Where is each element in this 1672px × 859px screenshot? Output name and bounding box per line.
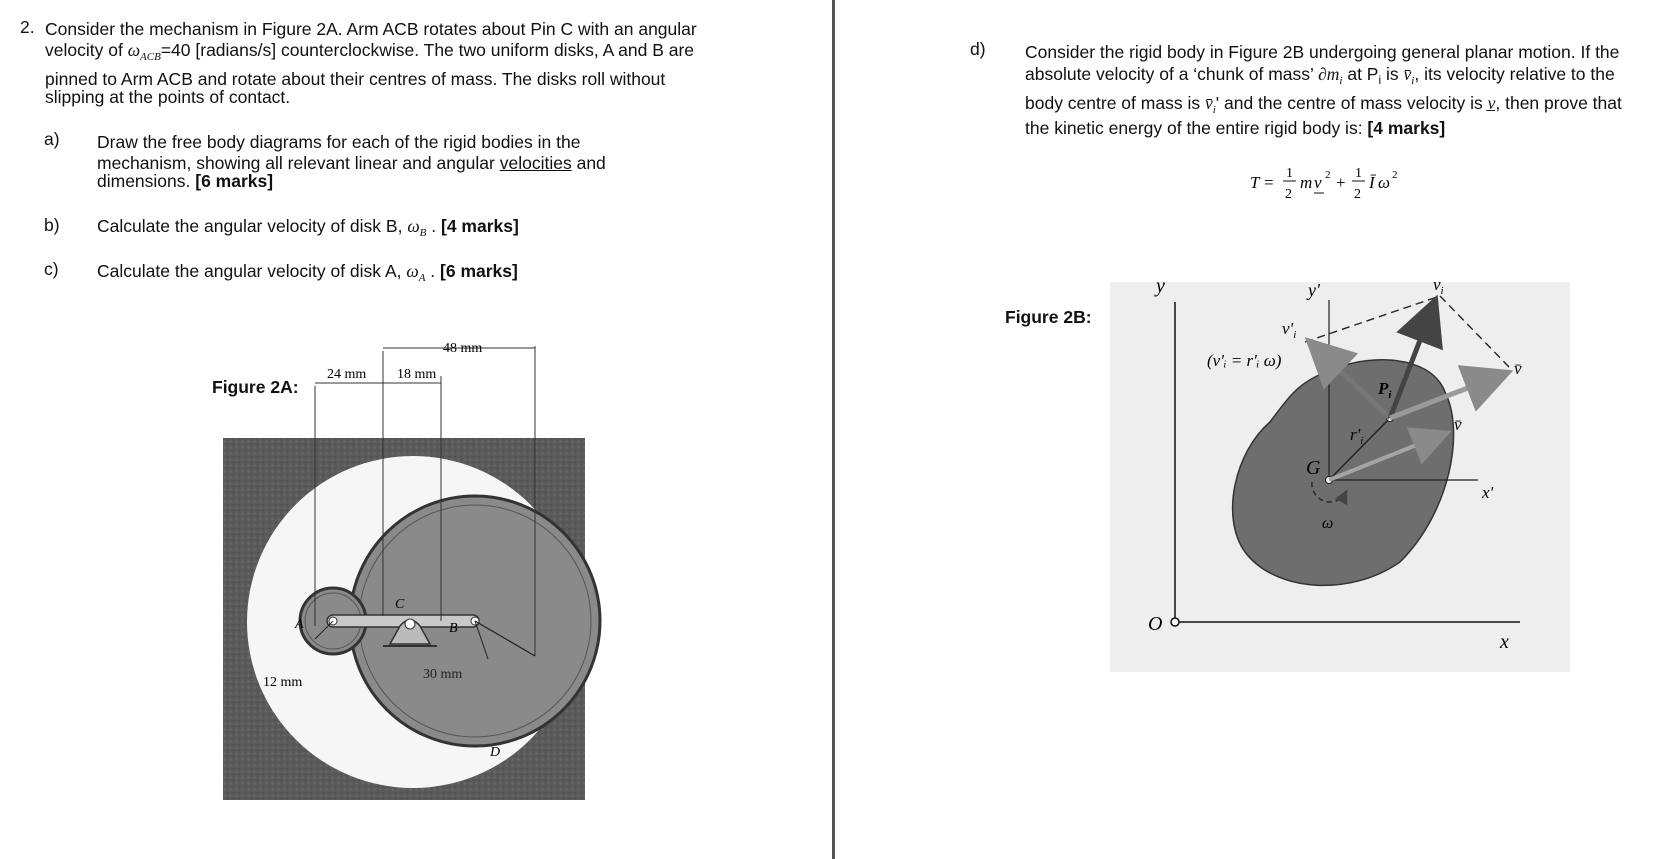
label-v-i: $v_i$ (1433, 275, 1444, 297)
part-d-line-2: absolute velocity of a ‘chunk of mass’ $\partial m_i$ at $P_i$ is $v̄_i$, its velocity relative to the (1025, 64, 1615, 87)
part-b-marks: [4 marks] (441, 216, 519, 236)
svg-text:=: = (1264, 173, 1274, 192)
omega-acb-symbol: ω (127, 40, 141, 60)
question-number: 2. (20, 17, 35, 37)
part-c-marks: [6 marks] (440, 261, 518, 281)
part-a-marks: [6 marks] (195, 171, 274, 191)
label-y-prime: y' (1308, 280, 1320, 300)
svg-text:1: 1 (1355, 166, 1362, 181)
label-x: x (1500, 631, 1509, 653)
label-r-i-prime: $r'_i$ (1350, 425, 1364, 447)
dim-12-label: 12 mm (263, 675, 303, 690)
part-d-marks: [4 marks] (1367, 118, 1446, 138)
svg-text:2: 2 (1392, 169, 1398, 181)
part-a-line-3: dimensions. [6 marks] (97, 171, 274, 191)
kinetic-energy-equation (1248, 158, 1408, 206)
part-a-line-2: mechanism, showing all relevant linear and angular velocities and (97, 153, 606, 173)
part-a-label: a) (44, 129, 60, 149)
label-v-i-prime: $v'_i$ (1282, 319, 1297, 341)
part-d-line-3: body centre of mass is $v̄_i'$ and the centre of mass velocity is v̲, then prove that (1025, 93, 1622, 116)
svg-text:2: 2 (1354, 187, 1361, 202)
label-omega: ω (1322, 515, 1334, 532)
dim-30-label: 30 mm (423, 667, 463, 682)
label-g: G (1306, 457, 1321, 479)
svg-text:v: v (1314, 173, 1322, 192)
intro-line-1: Consider the mechanism in Figure 2A. Arm ACB rotates about Pin C with an angular (45, 19, 697, 39)
label-o: O (1148, 613, 1163, 635)
label-a: A (295, 617, 304, 632)
label-v-bar-1: v̄ (1514, 359, 1522, 378)
figure-2a-mechanism (205, 341, 605, 806)
svg-text:T: T (1250, 173, 1260, 192)
figure-2b-label: Figure 2B: (1005, 307, 1092, 327)
label-d: D (490, 745, 501, 760)
part-a-line-1: Draw the free body diagrams for each of the rigid bodies in the (97, 132, 581, 152)
figure-2a-label: Figure 2A: (212, 377, 299, 397)
figure-2b-rigid-body (1100, 275, 1580, 682)
part-b-label: b) (44, 215, 60, 235)
label-relative-velocity: (v'ᵢ = r'ᵢ ω) (1207, 351, 1282, 370)
svg-text:Ī: Ī (1369, 173, 1375, 192)
part-d-line-1: Consider the rigid body in Figure 2B undergoing general planar motion. If the (1025, 42, 1620, 62)
svg-text:2: 2 (1325, 169, 1331, 181)
dim-18-label: 18 mm (397, 367, 437, 382)
svg-text:1: 1 (1286, 166, 1293, 181)
intro-line-2: velocity of $\omega_{ACB}=40$ [radians/s] counterclockwise. The two uniform disks, A and B are (45, 40, 695, 63)
page-divider (832, 0, 835, 859)
part-d-label: d) (970, 39, 986, 59)
svg-text:+: + (1336, 173, 1346, 192)
svg-text:2: 2 (1285, 187, 1292, 202)
part-c-text: Calculate the angular velocity of disk A, $\omega_A$ . [6 marks] (97, 261, 518, 284)
label-b: B (449, 621, 458, 636)
intro-line-3: pinned to Arm ACB and rotate about their centres of mass. The disks roll without (45, 69, 666, 89)
label-y: y (1156, 275, 1165, 297)
svg-text:ω: ω (1378, 173, 1391, 192)
intro-line-4: slipping at the points of contact. (45, 87, 291, 107)
label-c: C (395, 597, 405, 612)
part-d-line-4: the kinetic energy of the entire rigid body is: [4 marks] (1025, 118, 1446, 138)
label-p-i: $P_i$ (1378, 379, 1392, 401)
dim-48-label: 48 mm (443, 341, 483, 356)
part-b-text: Calculate the angular velocity of disk B, $\omega_B$ . [4 marks] (97, 216, 519, 239)
part-c-label: c) (44, 259, 59, 279)
svg-text:m: m (1300, 173, 1313, 192)
dim-24-label: 24 mm (327, 367, 367, 382)
label-x-prime: x' (1482, 483, 1494, 502)
label-v-bar-2: v̄ (1454, 415, 1462, 434)
